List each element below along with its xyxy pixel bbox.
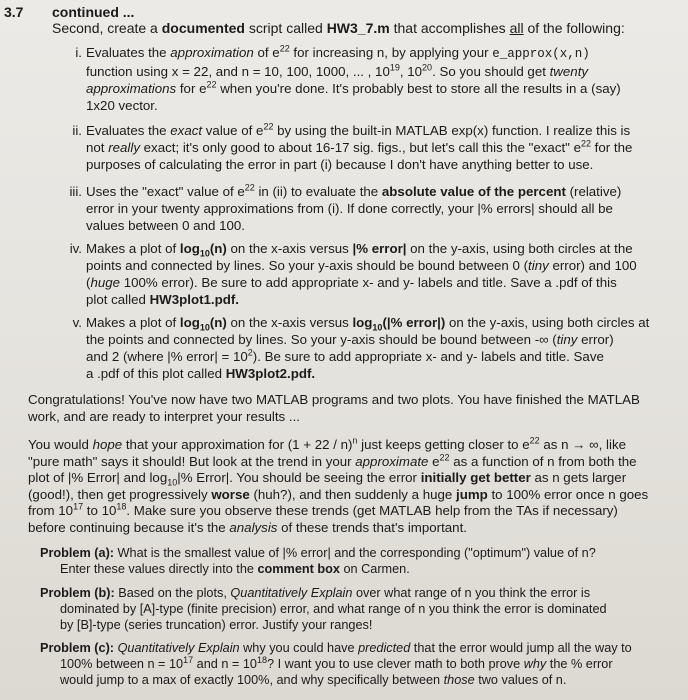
problem-a: Problem (a): What is the smallest value of |% error| and the corresponding ("optimum") value of n? Enter these values directly into the comment box on Carmen. xyxy=(40,546,596,576)
homework-page: 3.7 continued ... Second, create a documented script called HW3_7.m that accomplishes all of the following: i. Evaluates the approximation of $e^{22}$ for increasing n, by applying your e_approx(x,n) function using x = 22, and n = 10, 100, 1000, ... , $10^{19}$, $10^{20}$. So you should get twenty approximations for $e^{22}$ when you're done. It's probably best to store all the results in a (say) 1x20 vector. ii. Evaluates the exact value of $e^{22}$ by using the built-in MATLAB exp(x) function. I realize this is not really exact; it's only good to about 16-17 sig. figs., but let's call this the "exact" $e^{22}$ for the purposes of calculating the error in part (i) because I don't have anything better to use. iii. Uses the "exact" value of $e^{22}$ in (ii) to evaluate the absolute value of the percent (relative) error in your twenty approximations from (i). If done correctly, your |% errors| should all be values between 0 and 100. iv. Makes a plot of $\log_{10}(n)$ on the x-axis versus |% error| on the y-axis, using both circles at the points and connected by lines. So your y-axis should be bound between 0 (tiny error) and 100 (huge 100% error). Be sure to add appropriate x- and y- labels and title. Save a .pdf of this plot called HW3plot1.pdf. v. Makes a plot of $\log_{10}(n)$ on the x-axis versus $\log_{10}(|\%$ error|) on the y-axis, using both circles at the points and connected by lines. So your y-axis should be bound between -∞ (tiny error) and 2 (where |% error| = $10^2$). Be sure to add appropriate x- and y- labels and title. Save a .pdf of this plot called HW3plot2.pdf. Congratulations! You've now have two MATLAB programs and two plots. You have finished the MATLAB work, and are ready to interpret your results ... You would hope that your approximation for $(1 + 22 / n)^n$ just keeps getting closer to $e^{22}$ as n → ∞, like "pure math" says it should! But look at the trend in your approximate $e^{22}$ as a function of n from both the plot of |% Error| and $\log_{10}|\%$ Error|. You should be seeing the error initially get better as n gets larger (good!), then get progressively worse (huh?), and then suddenly a huge jump to 100% error once n goes from $10^{17}$ to $10^{18}$. Make sure you observe these trends (get MATLAB help from the TAs if necessary) before continuing because it's the analysis of these trends that's important. Problem (a): What is the smallest value of |% error| and the corresponding ("optimum") value of n? Enter these values directly into the comment box on Carmen. Problem (b): Based on the plots, Quantitatively Explain over what range of n you think the error is dominated by [A]-type (finite precision) error, and what range of n you think the error is dominated by [B]-type (series truncation) error. Justify your ranges! Problem (c): Quantitatively Explain why you could have predicted that the error would jump all the way to 100% between $n = 10^{17}$ and $n = 10^{18}$? I want you to use clever math to both prove why the % error would jump to a max of exactly 100%, and why specifically between those two values of n. xyxy=(0,0,688,700)
section-number: 3.7 xyxy=(4,4,24,20)
congrats-paragraph: Congratulations! You've now have two MATLAB programs and two plots. You have finished the MATLAB work, and are ready to interpret your results ... xyxy=(28,392,640,424)
analysis-paragraph: You would hope that your approximation for $(1 + 22 / n)^n$ just keeps getting closer to $e^{22}$ as n → ∞, like "pure math" says it should! But look at the trend in your approximate $e^{22}$ as a function of n from both the plot of |% Error| and $\log_{10}|\%$ Error|. You should be seeing the error initially get better as n gets larger (good!), then get progressively worse (huh?), and then suddenly a huge jump to 100% error once n goes from $10^{17}$ to $10^{18}$. Make sure you observe these trends (get MATLAB help from the TAs if necessary) before continuing because it's the analysis of these trends that's important. xyxy=(28,435,649,535)
section-header: continued ... xyxy=(52,4,135,20)
problem-b: Problem (b): Based on the plots, Quantitatively Explain over what range of n you think the error is dominated by [A]-type (finite precision) error, and what range of n you think the error is dominated by [B]-type (series truncation) error. Justify your ranges! xyxy=(40,586,607,632)
problem-c: Problem (c): Quantitatively Explain why you could have predicted that the error would jump all the way to 100% between $n = 10^{17}$ and $n = 10^{18}$? I want you to use clever math to both prove why the % error would jump to a max of exactly 100%, and why specifically between those two values of n. xyxy=(40,641,632,687)
intro-line: Second, create a documented script called HW3_7.m that accomplishes all of the following: xyxy=(52,20,625,36)
